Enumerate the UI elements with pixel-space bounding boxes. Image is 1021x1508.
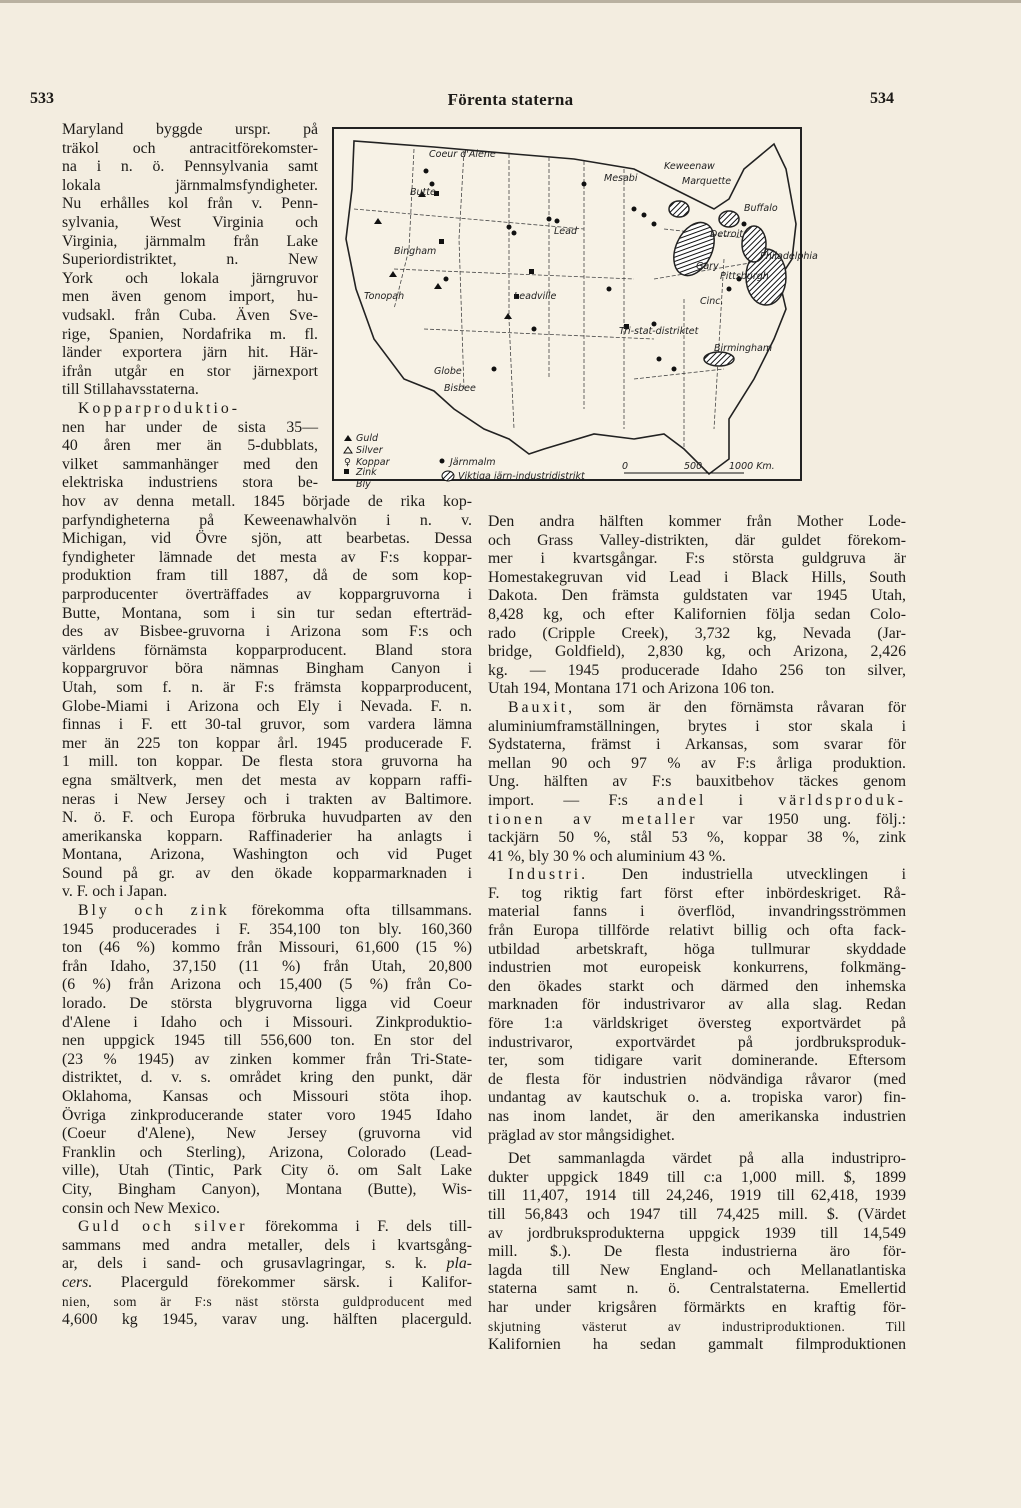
- text-line: [488, 829, 906, 848]
- text-span: lagda till New England- och Mellanatlantiska: [488, 1261, 906, 1279]
- text-span: aluminiumframställningen, brytes i stor skala i: [488, 717, 906, 735]
- text-span: sammans med andra metaller, dels i kvartsgång-: [62, 1236, 472, 1254]
- text-line: [62, 791, 472, 810]
- text-line: [62, 195, 318, 214]
- text-line: [62, 233, 318, 252]
- map-legend: [344, 433, 586, 490]
- text-line: [488, 792, 906, 811]
- map-label-keweenaw: Keweenaw: [664, 161, 715, 172]
- top-rule: [0, 0, 1021, 3]
- left-column-wrap: [62, 121, 318, 493]
- text-span: industrivaror, exportvärdet på jordbruksproduk-: [488, 1033, 906, 1051]
- us-mining-map: [332, 127, 818, 490]
- text-line: [62, 1032, 472, 1051]
- text-line: [488, 755, 906, 774]
- text-span: ville), Utah (Tintic, Park City ö. om Salt Lake: [62, 1162, 472, 1180]
- text-span: Montana, Arizona, Washington och vid Puget: [62, 846, 472, 864]
- text-line: [488, 1225, 906, 1244]
- text-span: parproducenter överträffades av koppargruvorna i: [62, 585, 472, 603]
- text-span: Superiordistriktet, n. New: [62, 251, 318, 269]
- map-label-lead: Lead: [554, 226, 577, 237]
- text-line: [62, 605, 472, 624]
- text-span: Kalifornien ha sedan gammalt filmproduktionen: [488, 1336, 906, 1354]
- text-line: [488, 1206, 906, 1225]
- text-line: [488, 587, 906, 606]
- legend-gold: Guld: [356, 433, 379, 444]
- map-label-marquette: Marquette: [682, 176, 732, 187]
- text-span: till Stillahavsstaterna.: [62, 381, 199, 399]
- industry-district-buffalo: [719, 211, 739, 227]
- text-span: tionen av metaller: [488, 810, 698, 828]
- text-line: [62, 1088, 472, 1107]
- map-label-gary: Gary: [696, 261, 719, 272]
- text-line: [62, 344, 318, 363]
- text-span: amerikanska kopparn. Raffinaderier ha anlagts i: [62, 827, 472, 845]
- text-line: [62, 883, 472, 902]
- section-head-industri: Industri.: [508, 866, 589, 884]
- text-line: [62, 1237, 472, 1256]
- text-span: egna smältverk, men det mesta av kopparn raffi-: [62, 771, 472, 789]
- text-span: 4,600 kg 1945, varav ung. hälften placerguld.: [62, 1311, 472, 1329]
- text-span: mill. $.). De flesta industrierna äro för-: [488, 1243, 906, 1261]
- text-line: [62, 474, 318, 493]
- text-line: [62, 1274, 472, 1293]
- text-line: [62, 1014, 472, 1033]
- text-span: men även genom import, hu-: [62, 288, 318, 306]
- text-line: [62, 1107, 472, 1126]
- text-span: mer än 225 ton koppar årl. 1945 producerade F.: [62, 734, 472, 752]
- text-line: [488, 1089, 906, 1108]
- text-span: av jordbruksprodukterna uppgick 1939 till 14,549: [488, 1224, 906, 1242]
- text-line: [488, 941, 906, 960]
- text-span: parfyndigheterna på Keweenawhalvön i n. v.: [62, 511, 472, 529]
- industry-district-birmingham: [704, 352, 734, 366]
- text-span: finnas i F. ett 30-tal gruvor, som vardera lämna: [62, 716, 472, 734]
- text-span: som är den förnämsta råvaran för: [598, 698, 906, 716]
- text-line: [488, 1108, 906, 1127]
- text-line: [62, 753, 472, 772]
- text-span: Sound på gr. av den ökade kopparmarknaden i: [62, 864, 472, 882]
- text-span: industrien mot europeisk konkurrens, folkmäng-: [488, 959, 906, 977]
- text-line: [62, 288, 318, 307]
- text-span: d'Alene i Idaho och i Missouri. Zinkproduktio-: [62, 1013, 472, 1031]
- map-label-globe: Globe: [434, 366, 462, 377]
- text-span: bridge, Goldfield), 2,830 kg, och Arizona, 2,426: [488, 643, 906, 661]
- map-scale: [622, 461, 775, 473]
- text-span: vudsakl. från Cuba. Även Sve-: [62, 306, 318, 324]
- right-column: [488, 513, 906, 1355]
- text-line: [62, 828, 472, 847]
- map-label-bingham: Bingham: [394, 246, 437, 257]
- text-span: ifrån utgår en stor järnexport: [62, 362, 318, 380]
- text-line: [488, 959, 906, 978]
- text-span: 40 åren mer än 5-dubblats,: [62, 437, 318, 455]
- text-span: undantag av kautschuk o. a. tropiska varor) fin-: [488, 1089, 906, 1107]
- text-span: cers.: [62, 1273, 93, 1291]
- legend-copper: Koppar: [356, 457, 390, 468]
- text-line: [62, 958, 472, 977]
- text-line: [488, 1280, 906, 1299]
- text-line: [62, 716, 472, 735]
- legend-lead: Bly: [356, 479, 371, 490]
- svg-text:500: 500: [684, 461, 703, 472]
- text-line: [488, 1262, 906, 1281]
- text-line: [62, 660, 472, 679]
- text-line: [488, 718, 906, 737]
- text-line: [488, 1127, 906, 1146]
- text-span: har under krigsåren förmärkts en kraftig för-: [488, 1298, 906, 1316]
- text-span: mer i kvartsgångar. F:s största guldgruva är: [488, 550, 906, 568]
- text-span: 1 mill. ton koppar. De flesta stora gruvorna ha: [62, 753, 472, 771]
- text-span: nien, som är F:s näst största guldproducent med: [62, 1293, 472, 1309]
- text-span: 8,428 kg, och efter Kalifornien följa sedan Colo-: [488, 605, 906, 623]
- text-line: [488, 1299, 906, 1318]
- text-line: [488, 513, 906, 532]
- text-span: elektriska industriens stora be-: [62, 474, 318, 492]
- text-span: före 1:a världskriget översteg exportvärdet på: [488, 1015, 906, 1033]
- text-line: [62, 437, 318, 456]
- text-span: City, Bingham Canyon), Montana (Butte), Wis-: [62, 1180, 472, 1198]
- text-span: import. — F:s: [488, 791, 628, 809]
- text-span: N. ö. F. och Europa förbruka huvudparten av den: [62, 809, 472, 827]
- text-line: [488, 903, 906, 922]
- text-line: [62, 809, 472, 828]
- text-line: [488, 978, 906, 997]
- text-span: des av Bisbee-gruvorna i Arizona som F:s och: [62, 623, 472, 641]
- industry-district-detroit: [669, 201, 689, 217]
- text-line: [62, 1293, 472, 1312]
- text-span: länder exportera järn hit. Här-: [62, 344, 318, 362]
- text-span: ton (46 %) kommo från Missouri, 61,600 (15 %): [62, 939, 472, 957]
- section-head-koppar: Kopparproduktio-: [78, 399, 241, 417]
- text-span: den ökades starkt och därmed den inhemska: [488, 977, 906, 995]
- text-span: (23 % 1945) av zinken kommer från Tri-State-: [62, 1050, 472, 1068]
- text-span: Nu erhålles kol från v. Penn-: [62, 195, 318, 213]
- text-line: [62, 623, 472, 642]
- text-span: till 11,407, 1914 till 24,246, 1919 till 62,418, 1939: [488, 1187, 906, 1205]
- text-span: marknaden för industrivaror av alla slag. Redan: [488, 996, 906, 1014]
- map-label-tri-state: Tri-stat-distriktet: [619, 326, 699, 337]
- text-line: [62, 307, 318, 326]
- text-span: Det sammanlagda värdet på alla industripro-: [508, 1150, 906, 1168]
- text-span: Sydstaterna, främst i Arkansas, som svarar för: [488, 736, 906, 754]
- text-line: [62, 1051, 472, 1070]
- text-span: tackjärn 50 %, stål 53 %, koppar 38 %, zink: [488, 829, 906, 847]
- map-label-butte: Butte: [410, 187, 436, 198]
- text-line: [62, 381, 318, 400]
- text-span: Virginia, järnmalm från Lake: [62, 232, 318, 250]
- text-span: Övriga zinkproducerande stater voro 1945 Idaho: [62, 1106, 472, 1124]
- text-line: [62, 121, 318, 140]
- text-span: pla-: [446, 1255, 472, 1273]
- text-line: [62, 865, 472, 884]
- text-line: [488, 811, 906, 830]
- text-line: [62, 1162, 472, 1181]
- left-column-full: [62, 493, 472, 1330]
- text-span: Oklahoma, Kansas och Missouri stöta ihop.: [62, 1088, 472, 1105]
- text-line: [488, 699, 906, 718]
- text-span: nas inom landet, är den amerikanska industrien: [488, 1108, 906, 1125]
- text-line: [62, 1311, 472, 1330]
- text-line: [62, 586, 472, 605]
- map-label-coeur-dalene: Coeur d'Alene: [429, 149, 496, 160]
- text-span: consin och New Mexico.: [62, 1199, 220, 1217]
- koppar-head-line: [62, 400, 318, 419]
- svg-text:♀: ♀: [344, 457, 351, 468]
- text-line: [62, 1218, 472, 1237]
- text-span: utbildad arbetskraft, höga tullmurar skyddade: [488, 940, 906, 958]
- text-line: [488, 922, 906, 941]
- page-number-left: 533: [30, 90, 54, 107]
- text-line: [488, 662, 906, 681]
- text-span: Franklin och Sterling), Arizona, Colorado (Lead-: [62, 1143, 472, 1161]
- page-title: Förenta staterna: [447, 90, 574, 109]
- text-line: [62, 1125, 472, 1144]
- map-label-mesabi: Mesabi: [604, 173, 638, 184]
- text-line: [62, 270, 318, 289]
- text-span: produktion fram till 1887, då de som kop-: [62, 567, 472, 585]
- text-span: sylvania, West Virginia och: [62, 213, 318, 231]
- map-label-philadelphia: Philadelphia: [760, 251, 818, 262]
- industry-district-pittsburgh: [666, 216, 722, 282]
- text-span: Globe-Miami i Arizona och Ely i Nevada. F. n.: [62, 697, 472, 715]
- text-line: [488, 848, 906, 867]
- text-span: lorado. De största blygruvorna ligga vid Coeur: [62, 995, 472, 1013]
- text-line: [62, 419, 318, 438]
- map-label-tonopah: Tonopah: [364, 291, 405, 302]
- text-line: [62, 846, 472, 865]
- text-line: [62, 363, 318, 382]
- text-span: Ung. hälften av F:s bauxitbehov täckes genom: [488, 773, 906, 791]
- text-span: Butte, Montana, som i sin tur sedan efterträd-: [62, 604, 472, 622]
- text-line: [62, 698, 472, 717]
- text-span: träkol och antracitförekomster-: [62, 139, 318, 157]
- text-span: från Idaho, 37,150 (11 %) från Utah, 20,800: [62, 957, 472, 975]
- text-line: [488, 1187, 906, 1206]
- text-span: staterna samt n. ö. Centralstaterna. Emellertid: [488, 1280, 906, 1298]
- text-line: [62, 214, 318, 233]
- text-span: na i n. ö. Pennsylvania samt: [62, 158, 318, 176]
- text-span: nen uppgick 1945 till 556,600 ton. En stor del: [62, 1032, 472, 1050]
- text-line: [488, 625, 906, 644]
- section-head-bauxit: Bauxit,: [508, 698, 576, 716]
- text-line: [62, 642, 472, 661]
- text-line: [62, 939, 472, 958]
- text-line: [488, 1052, 906, 1071]
- text-line: [488, 606, 906, 625]
- text-line: [62, 1200, 472, 1219]
- text-span: v. F. och i Japan.: [62, 883, 168, 901]
- text-line: [488, 550, 906, 569]
- text-line: [488, 1243, 906, 1262]
- text-span: ter, som tidigare varit dominerande. Eftersom: [488, 1052, 906, 1070]
- text-line: [488, 643, 906, 662]
- text-span: var 1950 ung. följ.:: [722, 810, 906, 828]
- text-span: förekomma i F. dels till-: [265, 1218, 472, 1236]
- text-span: neras i New Jersey och i trakten av Baltimore.: [62, 790, 472, 808]
- map-label-buffalo: Buffalo: [744, 203, 778, 214]
- text-span: Maryland byggde urspr. på: [62, 121, 318, 138]
- text-span: Homestakegruvan vid Lead i Black Hills, South: [488, 568, 906, 586]
- text-line: [62, 493, 472, 512]
- text-line: [62, 530, 472, 549]
- text-span: York och lokala järngruvor: [62, 269, 318, 287]
- text-span: 1945 producerades i F. 354,100 ton bly. 160,360: [62, 920, 472, 938]
- text-line: [62, 1255, 472, 1274]
- text-span: Den industriella utvecklingen i: [621, 866, 907, 884]
- page-number-right: 534: [870, 90, 894, 107]
- legend-industry: Viktiga järn-industridistrikt: [458, 471, 585, 482]
- text-line: [62, 177, 318, 196]
- text-span: lokala järnmalmsfyndigheter.: [62, 176, 318, 194]
- text-span: rado (Cripple Creek), 3,732 kg, Nevada (Jar-: [488, 624, 906, 642]
- text-line: [62, 1144, 472, 1163]
- text-line: [488, 532, 906, 551]
- text-line: [62, 679, 472, 698]
- map-label-pittsburgh: Pittsburgh: [720, 271, 769, 282]
- legend-silver: Silver: [356, 445, 383, 456]
- text-line: [488, 1318, 906, 1337]
- text-span: material fanns i överflöd, invandringsströmmen: [488, 903, 906, 921]
- text-span: fyndigheter lämnade det mesta av F:s koppar-: [62, 548, 472, 566]
- section-head-bly: Bly och zink: [78, 902, 230, 920]
- text-span: nen har under de sista 35—: [62, 418, 318, 436]
- text-line: [488, 885, 906, 904]
- text-line: [62, 1181, 472, 1200]
- text-line: [62, 251, 318, 270]
- text-line: [488, 996, 906, 1015]
- text-span: dukter uppgick 1849 till c:a 1,000 mill. $, 1899: [488, 1168, 906, 1186]
- text-line: [62, 549, 472, 568]
- map-label-birmingham: Birmingham: [714, 343, 773, 354]
- text-line: [62, 735, 472, 754]
- text-span: koppargruvor böra nämnas Bingham Canyon i: [62, 660, 472, 678]
- svg-text:1000 Km.: 1000 Km.: [729, 461, 775, 472]
- text-span: och Grass Valley-distrikten, där guldet förekom-: [488, 531, 906, 549]
- text-line: [62, 976, 472, 995]
- text-line: [488, 1169, 906, 1188]
- text-line: [62, 902, 472, 921]
- text-span: (Coeur d'Alene), New Jersey (gruvorna vid: [62, 1125, 472, 1143]
- text-line: [62, 158, 318, 177]
- text-line: [62, 512, 472, 531]
- text-line: [488, 1015, 906, 1034]
- legend-iron: Järnmalm: [450, 457, 496, 468]
- text-line: [488, 1034, 906, 1053]
- text-span: världens förnämsta kopparproducent. Bland stora: [62, 641, 472, 659]
- text-span: skjutning västerut av industriproduktionen. Till: [488, 1318, 906, 1334]
- text-span: de flesta för industrien nödvändiga råvaror (med: [488, 1070, 906, 1088]
- text-line: [488, 1071, 906, 1090]
- text-line: [62, 326, 318, 345]
- text-line: [488, 1150, 906, 1169]
- text-line: [62, 140, 318, 159]
- map-label-bisbee: Bisbee: [444, 383, 476, 394]
- text-line: [488, 680, 906, 699]
- text-span: till 56,843 och 1947 till 74,425 mill. $. (Värdet: [488, 1205, 906, 1223]
- text-line: [488, 1336, 906, 1355]
- text-span: rige, Spanien, Nordafrika m. fl.: [62, 325, 318, 343]
- text-span: Placerguld förekommer särsk. i Kalifor-: [120, 1273, 472, 1291]
- text-span: Utah 194, Montana 171 och Arizona 106 ton.: [488, 680, 775, 698]
- text-line: [62, 921, 472, 940]
- text-span: distriktet, d. v. s. området kring den punkt, där: [62, 1069, 472, 1087]
- text-span: (6 %) från Arizona och 15,400 (5 %) från Co-: [62, 976, 472, 994]
- text-span: vilket sammanhänger med den: [62, 455, 318, 473]
- text-span: från Europa tillförde relativt billig och ofta fack-: [488, 922, 906, 940]
- text-span: F. tog riktig fart först efter inbördeskriget. Rå-: [488, 884, 906, 902]
- text-span: präglad av stor mångsidighet.: [488, 1126, 675, 1144]
- map-label-cinc: Cinc.: [700, 296, 724, 307]
- text-line: [62, 567, 472, 586]
- text-line: [488, 736, 906, 755]
- map-label-detroit: Detroit: [710, 229, 743, 240]
- text-line: [62, 995, 472, 1014]
- text-span: Michigan, vid Övre sjön, att bearbetas. Dessa: [62, 530, 472, 548]
- legend-zinc: Zink: [356, 467, 377, 478]
- text-span: kg. — 1945 producerade Idaho 256 ton silver,: [488, 661, 906, 679]
- section-head-guld: Guld och silver: [78, 1218, 248, 1236]
- text-span: förekomma ofta tillsammans.: [251, 902, 472, 920]
- text-span: mellan 90 och 97 % av F:s årliga produktion.: [488, 754, 906, 772]
- svg-text:0: 0: [622, 461, 629, 472]
- text-span: andel i världsproduk-: [657, 791, 907, 809]
- text-line: [62, 1069, 472, 1088]
- text-span: hov av denna metall. 1845 började de rika kop-: [62, 493, 472, 510]
- text-line: [488, 773, 906, 792]
- map-label-leadville: Leadville: [514, 291, 557, 302]
- map-graphic: [334, 129, 818, 490]
- text-span: ar, dels i sand- och grusavlagringar, s. k.: [62, 1255, 427, 1273]
- text-span: Utah, som f. n. är F:s främsta kopparproducent,: [62, 678, 472, 696]
- text-span: Den andra hälften kommer från Mother Lode-: [488, 513, 906, 530]
- text-line: [62, 456, 318, 475]
- text-span: 41 %, bly 30 % och aluminium 43 %.: [488, 847, 726, 865]
- text-span: Dakota. Den främsta guldstaten var 1945 Utah,: [488, 587, 906, 605]
- text-line: [488, 866, 906, 885]
- text-line: [488, 569, 906, 588]
- text-line: [62, 772, 472, 791]
